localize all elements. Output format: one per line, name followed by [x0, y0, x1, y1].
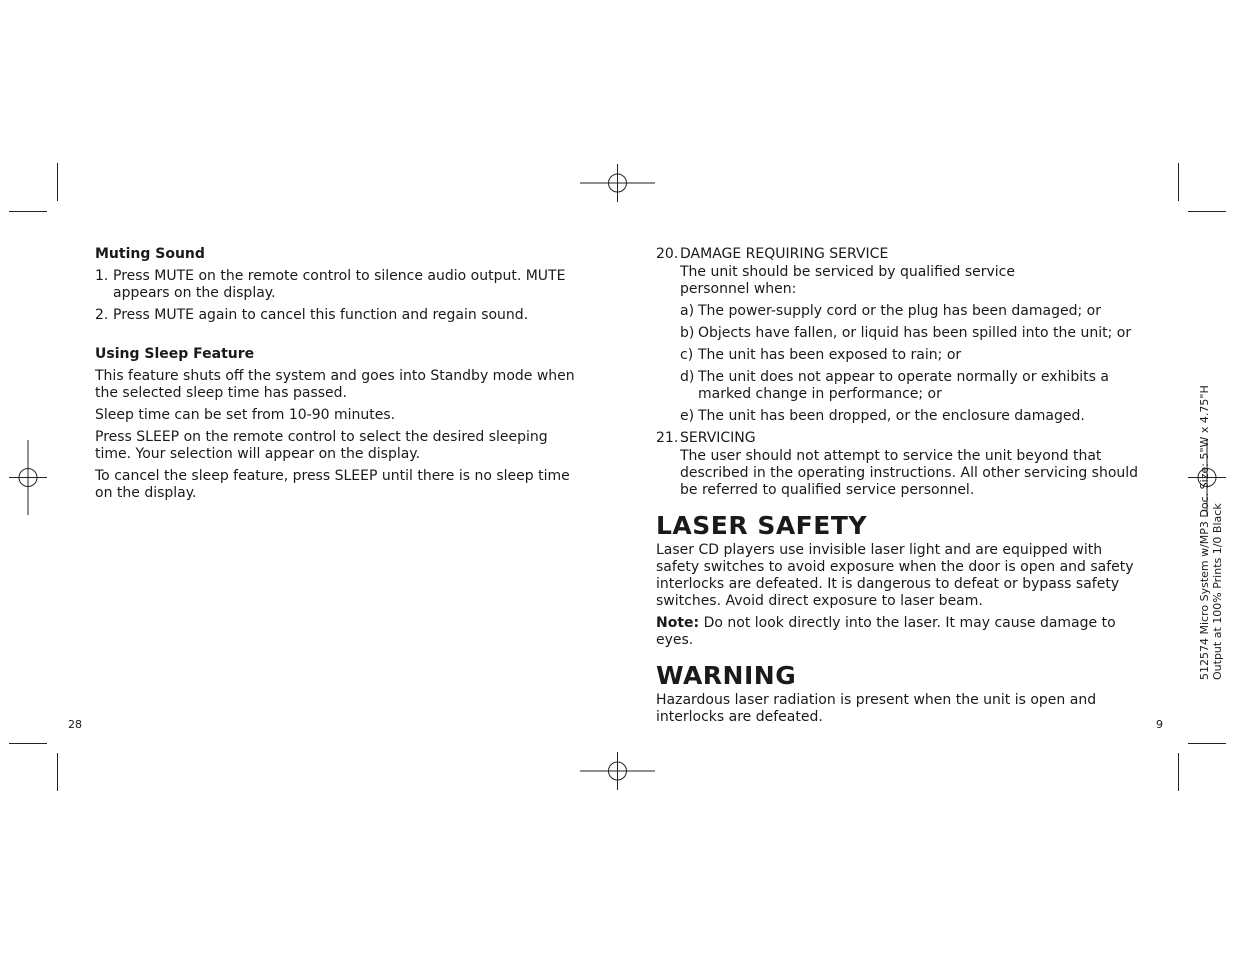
crop-mark — [57, 753, 58, 791]
section-description-line: The unit should be serviced by qualified service — [680, 264, 1015, 280]
list-item — [680, 347, 1146, 364]
paragraph: To cancel the sleep feature, press SLEEP until there is no sleep time on the display. — [95, 468, 570, 501]
list-text: The unit has been exposed to rain; or — [698, 347, 962, 363]
section-title: DAMAGE REQUIRING SERVICE — [680, 246, 889, 262]
list-item — [680, 325, 1146, 342]
list-item — [95, 307, 585, 324]
print-info-line: 512574 Micro System w/MP3 Doc. Size: 5"W x 4.75"H — [1198, 385, 1211, 680]
note-label: Note: — [656, 615, 700, 631]
list-number: 2. — [95, 307, 109, 323]
list-number: 1. — [95, 268, 109, 284]
note — [656, 615, 1146, 649]
warning-text: Hazardous laser radiation is present when the unit is open and interlocks are defeated. — [656, 692, 1097, 725]
crop-mark — [9, 743, 47, 744]
list-text: Press MUTE on the remote control to silence audio output. MUTE appears on the display. — [113, 268, 566, 301]
section-description — [680, 264, 1146, 298]
registration-mark-icon — [580, 752, 655, 790]
registration-mark-icon — [9, 440, 47, 515]
crop-mark — [1178, 163, 1179, 201]
list-text: The power-supply cord or the plug has been damaged; or — [698, 303, 1101, 319]
list-letter: d) — [680, 369, 695, 385]
laser-safety-text: Laser CD players use invisible laser light and are equipped with safety switches to avoid exposure when the door is open and safety interlocks are defeated. It is dangerous to defeat or bypass safety switches. Avoid direct exposure to laser beam. — [656, 542, 1134, 609]
print-info-line: Output at 100% Prints 1/0 Black — [1211, 503, 1224, 680]
list-item — [95, 268, 585, 302]
list-letter: a) — [680, 303, 695, 319]
right-page — [656, 246, 1146, 731]
list-item — [680, 303, 1146, 320]
sleep-feature-heading: Using Sleep Feature — [95, 346, 255, 362]
section-description-line: personnel when: — [680, 281, 797, 297]
list-text: Objects have fallen, or liquid has been spilled into the unit; or — [698, 325, 1132, 341]
crop-mark — [1188, 211, 1226, 212]
section-item-20 — [656, 246, 1146, 263]
crop-mark — [1178, 753, 1179, 791]
page-number-right: 9 — [1156, 718, 1163, 731]
list-letter: c) — [680, 347, 694, 363]
muting-sound-heading: Muting Sound — [95, 246, 205, 262]
section-number: 20. — [656, 246, 679, 262]
section-number: 21. — [656, 430, 679, 446]
list-text: The unit does not appear to operate normally or exhibits a marked change in performance; or — [698, 369, 1109, 402]
list-text: Press MUTE again to cancel this function and regain sound. — [113, 307, 529, 323]
crop-mark — [57, 163, 58, 201]
warning-title: WARNING — [656, 661, 797, 690]
crop-mark — [9, 211, 47, 212]
print-info-note — [1198, 385, 1224, 680]
list-item — [680, 369, 1146, 403]
list-letter: e) — [680, 408, 695, 424]
paragraph: Press SLEEP on the remote control to select the desired sleeping time. Your selection will appear on the display. — [95, 429, 548, 462]
laser-safety-title: LASER SAFETY — [656, 511, 867, 540]
paragraph: Sleep time can be set from 10-90 minutes. — [95, 407, 396, 423]
section-title: SERVICING — [680, 430, 756, 446]
list-item — [680, 408, 1146, 425]
left-page — [95, 246, 585, 507]
crop-mark — [1188, 743, 1226, 744]
paragraph: This feature shuts off the system and goes into Standby mode when the selected sleep time has passed. — [95, 368, 575, 401]
registration-mark-icon — [580, 164, 655, 202]
section-item-21 — [656, 430, 1146, 447]
list-letter: b) — [680, 325, 695, 341]
page-number-left: 28 — [68, 718, 82, 731]
list-text: The unit has been dropped, or the enclosure damaged. — [698, 408, 1085, 424]
section-description: The user should not attempt to service the unit beyond that described in the operating instructions. All other servicing should be referred to qualified service personnel. — [680, 448, 1139, 498]
note-text: Do not look directly into the laser. It may cause damage to eyes. — [656, 615, 1116, 648]
